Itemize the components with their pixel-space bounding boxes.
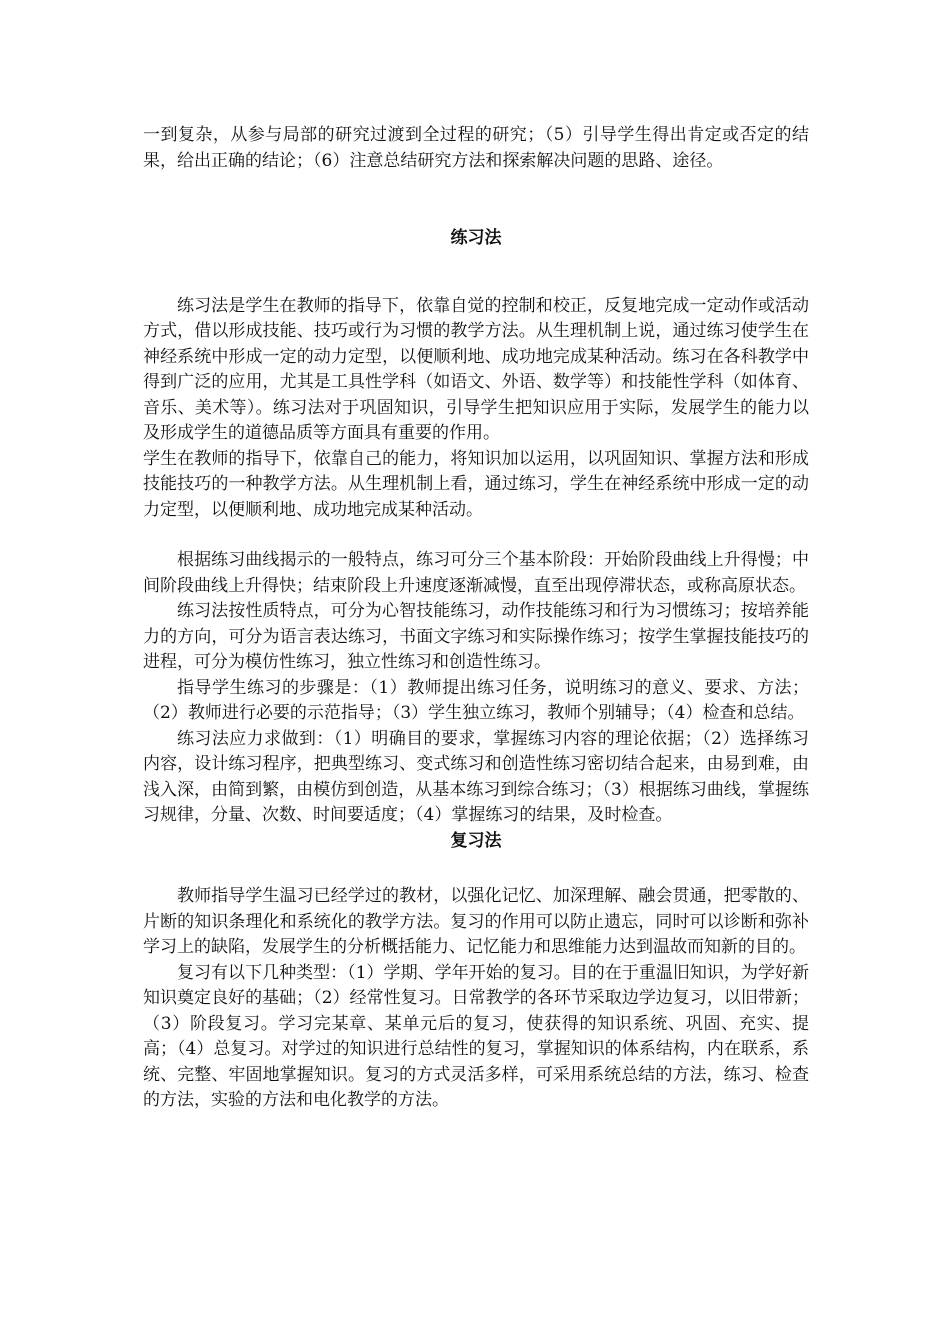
practice-paragraph-3: 根据练习曲线揭示的一般特点，练习可分三个基本阶段：开始阶段曲线上升得慢；中间阶段曲线上升得快；结束阶段上升速度逐渐减慢，直至出现停滞状态，或称高原状态。	[143, 550, 809, 596]
spacer	[143, 523, 809, 548]
review-paragraph-2: 复习有以下几种类型：（1）学期、学年开始的复习。目的在于重温旧知识，为学好新知识奠定良好的基础；（2）经常性复习。日常教学的各环节采取边学边复习，以旧带新；（3）阶段复习。学习完某章、某单元后的复习，使获得的知识系统、巩固、充实、提高；（4）总复习。对学过的知识进行总结性的复习，掌握知识的体系结构，内在联系，系统、完整、牢固地掌握知识。复习的方式灵活多样，可采用系统总结的方法，练习、检查的方法，实验的方法和电化教学的方法。	[143, 962, 809, 1110]
review-paragraph-1: 教师指导学生温习已经学过的教材，以强化记忆、加深理解、融会贯通，把零散的、片断的知识条理化和系统化的教学方法。复习的作用可以防止遗忘，同时可以诊断和弥补学习上的缺陷，发展学生的分析概括能力、记忆能力和思维能力达到温故而知新的目的。	[143, 886, 809, 957]
intro-continuation-paragraph: 一到复杂，从参与局部的研究过渡到全过程的研究；（5）引导学生得出肯定或否定的结果，给出正确的结论；（6）注意总结研究方法和探索解决问题的思路、途径。	[143, 125, 809, 171]
spacer	[143, 854, 809, 884]
document-page	[143, 123, 809, 1114]
practice-paragraph-2: 学生在教师的指导下，依靠自己的能力，将知识加以运用，以巩固知识、掌握方法和形成技能技巧的一种教学方法。从生理机制上看，通过练习，学生在神经系统中形成一定的动力定型，以便顺利地、成功地完成某种活动。	[143, 448, 809, 520]
spacer	[143, 252, 809, 294]
practice-paragraph-1: 练习法是学生在教师的指导下，依靠自觉的控制和校正，反复地完成一定动作或活动方式，借以形成技能、技巧或行为习惯的教学方法。从生理机制上说，通过练习使学生在神经系统中形成一定的动力定型，以便顺利地、成功地完成某种活动。练习在各科教学中得到广泛的应用，尤其是工具性学科（如语文、外语、数学等）和技能性学科（如体育、音乐、美术等）。练习法对于巩固知识，引导学生把知识应用于实际，发展学生的能力以及形成学生的道德品质等方面具有重要的作用。	[143, 295, 809, 443]
practice-paragraph-4: 练习法按性质特点，可分为心智技能练习，动作技能练习和行为习惯练习；按培养能力的方向，可分为语言表达练习，书面文字练习和实际操作练习；按学生掌握技能技巧的进程，可分为模仿性练习，独立性练习和创造性练习。	[143, 601, 809, 672]
spacer	[143, 174, 809, 226]
practice-paragraph-5: 指导学生练习的步骤是：（1）教师提出练习任务，说明练习的意义、要求、方法；（2）教师进行必要的示范指导；（3）学生独立练习，教师个别辅导；（4）检查和总结。	[143, 677, 809, 723]
section-heading-review: 复习法	[450, 830, 502, 851]
section-heading-practice: 练习法	[450, 228, 502, 248]
practice-paragraph-6: 练习法应力求做到：（1）明确目的要求，掌握练习内容的理论依据；（2）选择练习内容，设计练习程序，把典型练习、变式练习和创造性练习密切结合起来，由易到难，由浅入深，由简到繁，由模仿到创造，从基本练习到综合练习；（3）根据练习曲线，掌握练习规律，分量、次数、时间要适度；（4）掌握练习的结果，及时检查。	[143, 728, 809, 825]
